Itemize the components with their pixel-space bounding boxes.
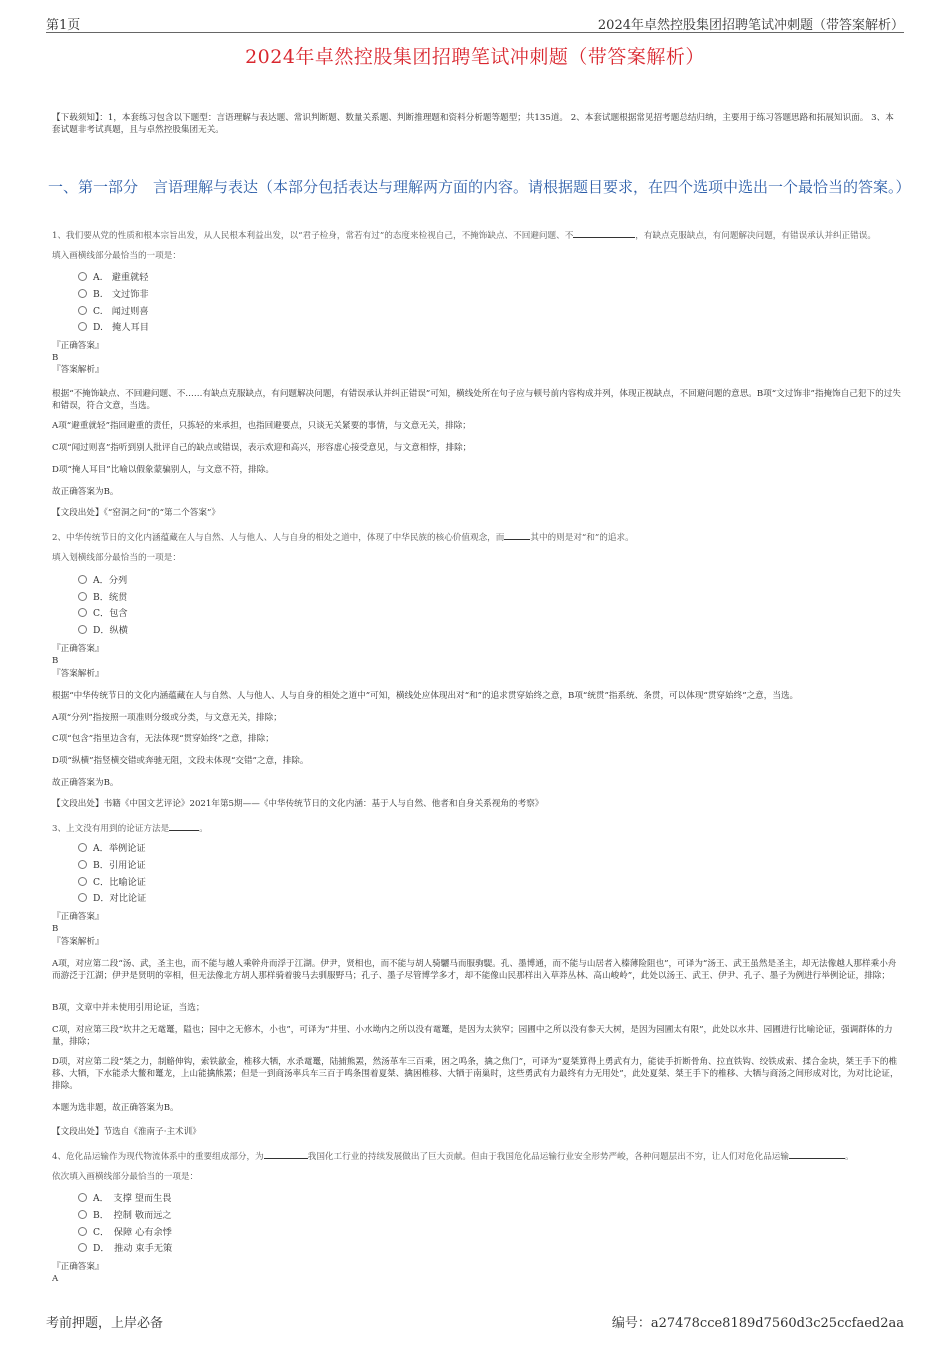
q3-option-c[interactable]: C．比喻论证 — [78, 877, 146, 889]
q3-source: 【文段出处】节选自《淮南子·主术训》 — [52, 1127, 201, 1137]
question-4-stem: 4、危化品运输作为现代物流体系中的重要组成部分，为 我国化工行业的持续发展做出了巨大贡献。但由于我国危化品运输行业安全形势严峻，各种问题层出不穷，让人们对危化品运输 。 — [52, 1149, 902, 1163]
fill-blank — [573, 228, 635, 238]
q4-option-c[interactable]: C． 保障 心有余悸 — [78, 1227, 172, 1239]
radio-icon[interactable] — [78, 1210, 87, 1219]
q3-option-a[interactable]: A．举例论证 — [78, 843, 146, 855]
q2-answer: B — [52, 656, 59, 666]
q3-answer: B — [52, 924, 59, 934]
q2-analysis-label: 『答案解析』 — [52, 669, 104, 679]
question-1-prompt: 填入画横线部分最恰当的一项是： — [52, 251, 181, 261]
q2-answer-label: 『正确答案』 — [52, 644, 104, 654]
page-number: 第1页 — [46, 18, 81, 33]
page-header — [46, 14, 904, 33]
q3-analysis-para: 本题为选非题，故正确答案为B。 — [52, 1103, 179, 1113]
fill-blank — [169, 821, 199, 831]
radio-icon[interactable] — [78, 1243, 87, 1252]
radio-icon[interactable] — [78, 322, 87, 331]
q1-analysis-para: 故正确答案为B。 — [52, 487, 119, 497]
fill-blank — [264, 1149, 308, 1159]
download-notice: 【下载须知】：1，本套练习包含以下题型：言语理解与表达题、常识判断题、数量关系题、判断推理题和资料分析题等题型；共135道。 2、本套试题根据常见招考题总结归纳，主要用于练习答题思路和拓展知识面。 3、本套试题非考试真题，且与卓然控股集团无关。 — [52, 113, 894, 135]
radio-icon[interactable] — [78, 272, 87, 281]
document-title: 2024年卓然控股集团招聘笔试冲刺题（带答案解析） — [245, 46, 705, 68]
radio-icon[interactable] — [78, 860, 87, 869]
q1-option-a[interactable]: A. 避重就轻 — [78, 272, 149, 284]
q2-analysis-para: D项“纵横”指竖横交错或奔驰无阻，文段未体现“交错”之意，排除。 — [52, 756, 309, 766]
q2-source: 【文段出处】书籍《中国文艺评论》2021年第5期——《中华传统节日的文化内涵：基于人与自然、他者和自身关系视角的考察》 — [52, 799, 544, 809]
q4-answer: A — [52, 1274, 59, 1284]
q1-analysis-para: C项“闻过则喜”指听到别人批评自己的缺点或错误，表示欢迎和高兴，形容虚心接受意见，与文意相悖，排除； — [52, 443, 472, 453]
header-doc-title: 2024年卓然控股集团招聘笔试冲刺题（带答案解析） — [597, 18, 904, 33]
q4-answer-label: 『正确答案』 — [52, 1262, 104, 1272]
radio-icon[interactable] — [78, 843, 87, 852]
q4-option-b[interactable]: B． 控制 敬而远之 — [78, 1210, 172, 1222]
radio-icon[interactable] — [78, 306, 87, 315]
q2-analysis-para: 根据“中华传统节日的文化内涵蕴藏在人与自然、人与他人、人与自身的相处之道中”可知，横线处应体现出对“和”的追求贯穿始终之意，B项“统贯”指系统、条贯，可以体现“贯穿始终”之意，当选。 — [52, 691, 799, 701]
question-4-prompt: 依次填入画横线部分最恰当的一项是： — [52, 1172, 199, 1182]
footer-doc-id: 编号：a27478cce8189d7560d3c25ccfaed2aa — [611, 1316, 904, 1331]
q1-analysis-para: 根据“不掩饰缺点、不回避问题、不……有缺点克服缺点，有问题解决问题，有错误承认并纠正错误”可知，横线处所在句子应与顿号前内容构成并列，体现正视缺点，不回避问题的意思。B项“文过饰非”指掩饰自己犯下的过失和错误，符合文意，当选。 — [52, 389, 901, 411]
q2-option-c[interactable]: C．包含 — [78, 608, 128, 620]
radio-icon[interactable] — [78, 625, 87, 634]
footer-slogan: 考前押题，上岸必备 — [46, 1316, 164, 1331]
fill-blank — [504, 530, 530, 540]
section-heading: 一、第一部分 言语理解与表达（本部分包括表达与理解两方面的内容。请根据题目要求，在四个选项中选出一个最恰当的答案。） — [48, 178, 911, 196]
q2-analysis-para: A项“分列”指按照一项准则分级或分类，与文意无关，排除； — [52, 713, 282, 723]
radio-icon[interactable] — [78, 877, 87, 886]
q3-option-b[interactable]: B．引用论证 — [78, 860, 146, 872]
q4-option-a[interactable]: A． 支撑 望而生畏 — [78, 1193, 171, 1205]
radio-icon[interactable] — [78, 1227, 87, 1236]
q2-analysis-para: 故正确答案为B。 — [52, 778, 119, 788]
radio-icon[interactable] — [78, 608, 87, 617]
q1-answer: B — [52, 353, 59, 363]
q3-analysis-para: A项，对应第二段“汤、武，圣主也，而不能与越人乘幹舟而浮于江湖。伊尹，贤相也，而不能与胡人骑驪马而服驹騠。孔、墨博通，而不能与山居者入榛薄险阻也”，可译为“汤王、武王虽然是圣主，却无法像越人那样乘小舟而游泛于江湖；伊尹是贤明的宰相，但无法像北方胡人那样骑着骏马去驯服野马；孔子、墨子尽管博学多才，却不能像山民那样出入草莽丛林、高山峻岭”，此处以汤王、武王、伊尹、孔子、墨子为例进行举例论证，排除； — [52, 959, 897, 981]
question-1-stem: 1、我们要从党的性质和根本宗旨出发，从人民根本利益出发，以“君子检身，常若有过”的态度来检视自己，不掩饰缺点、不回避问题、不 ，有缺点克服缺点，有问题解决问题，有错误承认并纠正错误。 — [52, 228, 902, 242]
q2-option-b[interactable]: B．统贯 — [78, 592, 127, 604]
q4-option-d[interactable]: D． 推动 束手无策 — [78, 1243, 172, 1255]
q2-analysis-para: C项“包含”指里边含有，无法体现“贯穿始终”之意，排除； — [52, 734, 274, 744]
q3-option-d[interactable]: D．对比论证 — [78, 893, 146, 905]
radio-icon[interactable] — [78, 289, 87, 298]
radio-icon[interactable] — [78, 575, 87, 584]
q1-option-b[interactable]: B. 文过饰非 — [78, 289, 149, 301]
q3-answer-label: 『正确答案』 — [52, 912, 104, 922]
q1-source: 【文段出处】《“窑洞之问”的“第二个答案”》 — [52, 508, 220, 518]
fill-blank — [789, 1149, 845, 1159]
q1-answer-label: 『正确答案』 — [52, 341, 104, 351]
q1-analysis-para: A项“避重就轻”指回避重的责任，只拣轻的来承担，也指回避要点，只谈无关紧要的事情，与文意无关，排除； — [52, 421, 471, 431]
q1-option-d[interactable]: D. 掩人耳目 — [78, 322, 149, 334]
question-2-prompt: 填入划横线部分最恰当的一项是： — [52, 553, 181, 563]
question-3-stem: 3、上文没有用到的论证方法是 。 — [52, 821, 902, 835]
q2-option-a[interactable]: A．分列 — [78, 575, 127, 587]
radio-icon[interactable] — [78, 592, 87, 601]
q3-analysis-label: 『答案解析』 — [52, 937, 104, 947]
q2-option-d[interactable]: D．纵横 — [78, 625, 128, 637]
q1-analysis-label: 『答案解析』 — [52, 365, 104, 375]
q3-analysis-para: D项，对应第二段“桀之力，制觡伸钩，索铁歙金，椎移大牺，水杀鼋鼍，陆捕熊罴，然汤革车三百乘，困之鸣条，擒之焦门”，可译为“夏桀算得上勇武有力，能徒手折断骨角、拉直铁钩、绞铁成索、揉合金块，桀王手下的椎移、大牺，下水能杀大鳖和鼍龙，上山能擒熊罴；但是一到商汤率兵车三百于鸣条围着夏桀、擒困椎移、大牺于南巢时，这些勇武有力最终有力无用处”，此处夏桀、桀王手下的椎移、大牺与商汤之间形成对比，为对比论证，排除。 — [52, 1057, 899, 1091]
q3-analysis-para: B项，文章中并未使用引用论证，当选； — [52, 1003, 205, 1013]
q1-option-c[interactable]: C. 闻过则喜 — [78, 306, 149, 318]
q1-analysis-para: D项“掩人耳目”比喻以假象蒙骗别人，与文意不符，排除。 — [52, 465, 274, 475]
radio-icon[interactable] — [78, 893, 87, 902]
q3-analysis-para: C项，对应第三段“坎井之无鼋鼍，隘也；园中之无修木，小也”，可译为“井里、小水坳内之所以没有鼋鼍，是因为太狭窄；园圃中之所以没有参天大树，是因为园圃太有限”，此处以水井、园圃进行比喻论证，强调群体的力量，排除； — [52, 1025, 893, 1047]
radio-icon[interactable] — [78, 1193, 87, 1202]
question-2-stem: 2、中华传统节日的文化内涵蕴藏在人与自然、人与他人、人与自身的相处之道中，体现了中华民族的核心价值观念，而 其中的则是对“和”的追求。 — [52, 530, 902, 544]
